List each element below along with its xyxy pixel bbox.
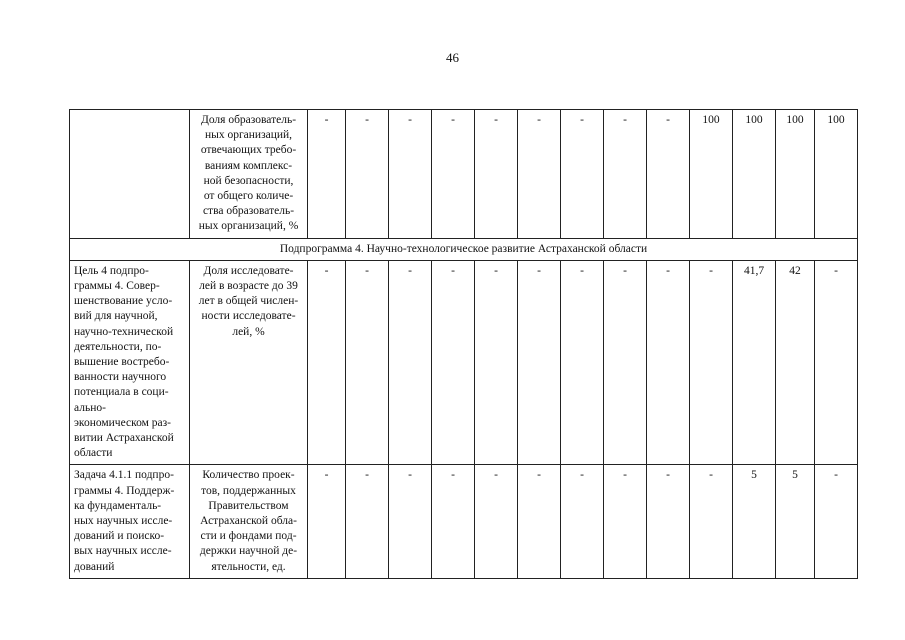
goal-cell — [70, 110, 190, 239]
subprogram-row — [70, 238, 858, 260]
value-cell: - — [475, 260, 518, 465]
value-cell: - — [561, 110, 604, 239]
value-cell: - — [561, 260, 604, 465]
table-row — [70, 110, 858, 239]
value-cell: - — [389, 110, 432, 239]
value-cell: - — [432, 110, 475, 239]
table-row — [70, 260, 858, 465]
indicator-cell: Количество проек- тов, поддержанных Правительством Астраханской обла- сти и фондами под- держки научной де- ятельности, ед. — [190, 465, 308, 578]
value-cell: - — [518, 110, 561, 239]
value-cell: 100 — [733, 110, 776, 239]
value-cell: - — [518, 465, 561, 578]
value-cell: - — [604, 260, 647, 465]
value-cell: - — [647, 110, 690, 239]
value-cell: 100 — [815, 110, 858, 239]
value-cell: 41,7 — [733, 260, 776, 465]
value-cell: - — [815, 465, 858, 578]
page-number: 46 — [446, 50, 459, 65]
value-cell: 5 — [776, 465, 815, 578]
goal-cell: Цель 4 подпро- граммы 4. Совер- шенствование усло- вий для научной, научно-технической деятельности, по- вышение востребо- ванности научного потенциала в соци- ально- экономическом раз- витии Астраханской области — [70, 260, 190, 465]
value-cell: - — [561, 465, 604, 578]
indicator-cell: Доля образователь- ных организаций, отвечающих требо- ваниям комплекс- ной безопасности, от общего количе- ства образователь- ных организаций, % — [190, 110, 308, 239]
value-cell: 42 — [776, 260, 815, 465]
value-cell: - — [308, 260, 346, 465]
goal-cell: Задача 4.1.1 подпро- граммы 4. Поддерж- ка фундаменталь- ных научных иссле- дований и поиско- вых научных иссле- дований — [70, 465, 190, 578]
value-cell: - — [389, 260, 432, 465]
indicator-cell: Доля исследовате- лей в возрасте до 39 лет в общей числен- ности исследовате- лей, % — [190, 260, 308, 465]
value-cell: - — [346, 260, 389, 465]
value-cell: - — [346, 110, 389, 239]
value-cell: 100 — [776, 110, 815, 239]
value-cell: 5 — [733, 465, 776, 578]
value-cell: - — [647, 260, 690, 465]
value-cell: 100 — [690, 110, 733, 239]
subprogram-title: Подпрограмма 4. Научно-технологическое развитие Астраханской области — [70, 238, 858, 260]
value-cell: - — [346, 465, 389, 578]
value-cell: - — [815, 260, 858, 465]
value-cell: - — [389, 465, 432, 578]
indicators-table — [69, 109, 858, 579]
value-cell: - — [647, 465, 690, 578]
value-cell: - — [604, 465, 647, 578]
value-cell: - — [518, 260, 561, 465]
value-cell: - — [308, 465, 346, 578]
value-cell: - — [690, 260, 733, 465]
value-cell: - — [432, 260, 475, 465]
value-cell: - — [475, 465, 518, 578]
value-cell: - — [432, 465, 475, 578]
value-cell: - — [690, 465, 733, 578]
table-row — [70, 465, 858, 578]
value-cell: - — [308, 110, 346, 239]
value-cell: - — [604, 110, 647, 239]
value-cell: - — [475, 110, 518, 239]
